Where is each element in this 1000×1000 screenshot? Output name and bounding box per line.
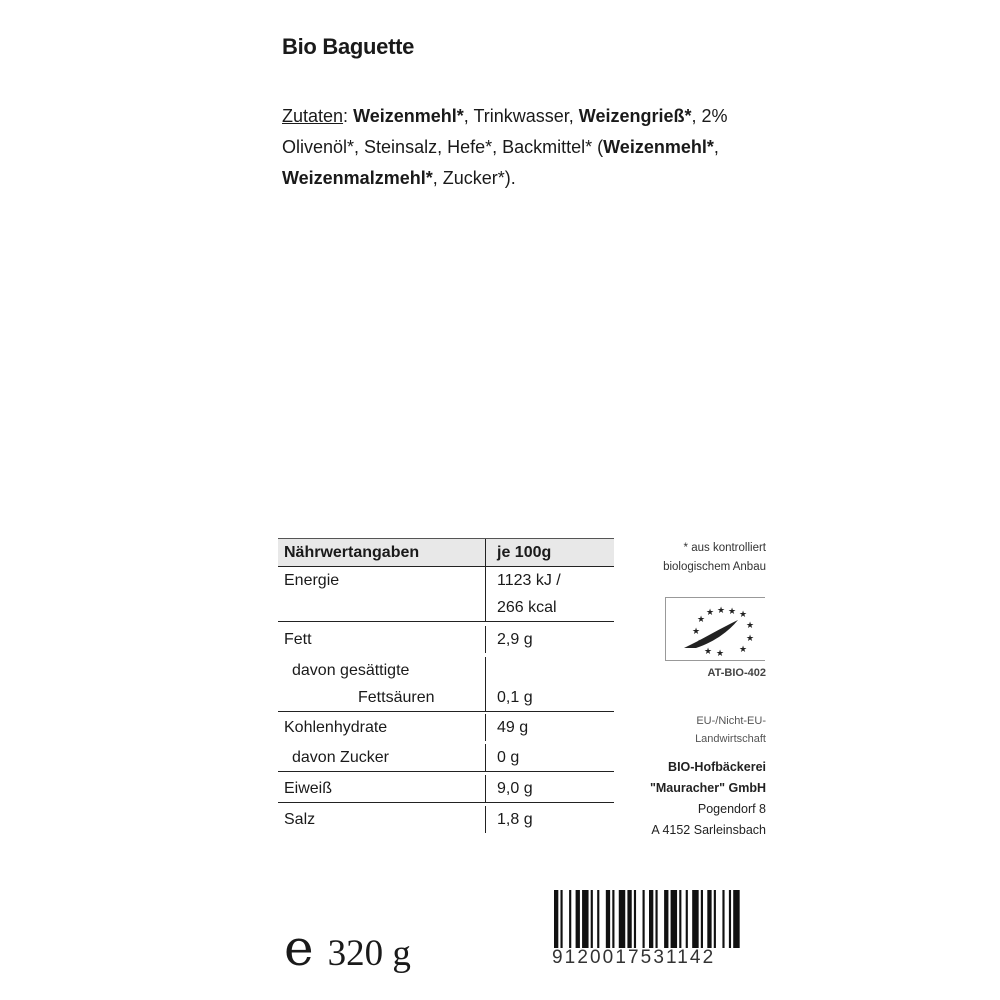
ingredient-allergen: Weizenmehl*: [353, 106, 464, 126]
svg-text:★: ★: [704, 647, 713, 657]
barcode-icon: [552, 890, 746, 948]
manufacturer-line3: Pogendorf 8: [697, 802, 766, 816]
nutrition-table: [278, 538, 614, 833]
svg-text:★: ★: [697, 615, 706, 625]
organic-note-line1: * aus kontrolliert: [683, 542, 766, 554]
nutrition-header-label: Nährwertangaben: [284, 544, 420, 561]
carbs-value: 49 g: [485, 714, 614, 741]
nutrition-row-saturated-1: [278, 653, 614, 684]
energy-kj: 1123 kJ /: [497, 572, 561, 589]
ingredient-allergen: Weizengrieß*: [578, 106, 692, 126]
ingredient-text: , Trinkwasser,: [463, 106, 579, 126]
saturated-label-line1: davon gesättigte: [292, 662, 410, 679]
nutrition-row-sugar: [278, 741, 614, 772]
eu-organic-code: AT-BIO-402: [707, 667, 766, 679]
organic-note-line2: biologischem Anbau: [663, 561, 766, 573]
ingredient-allergen: Weizenmehl*: [603, 137, 714, 157]
energy-value: [485, 567, 614, 621]
ingredient-text: ,: [713, 137, 719, 157]
manufacturer-line4: A 4152 Sarleinsbach: [651, 823, 766, 837]
svg-text:★: ★: [746, 621, 755, 631]
origin-text: [640, 712, 766, 748]
nutrition-row-fat: [278, 622, 614, 653]
saturated-value: 0,1 g: [485, 684, 614, 711]
manufacturer-line2: "Mauracher" GmbH: [649, 781, 766, 795]
sugar-value: 0 g: [485, 744, 614, 771]
net-weight: [284, 919, 411, 977]
nutrition-row-protein: [278, 772, 614, 803]
ingredient-allergen: Weizenmalzmehl*: [282, 168, 433, 188]
nutrition-row-energy: [278, 567, 614, 622]
weight-value: 320 g: [327, 933, 411, 974]
fat-value: 2,9 g: [485, 626, 614, 653]
svg-text:★: ★: [716, 649, 725, 659]
eu-organic-leaf-icon: [665, 597, 765, 661]
nutrition-row-salt: [278, 803, 614, 833]
energy-label: Energie: [284, 572, 340, 589]
protein-label: Eiweiß: [284, 780, 333, 797]
svg-text:★: ★: [692, 627, 701, 637]
nutrition-row-carbs: [278, 712, 614, 741]
protein-value: 9,0 g: [485, 775, 614, 802]
salt-label: Salz: [284, 811, 316, 828]
svg-text:★: ★: [706, 608, 715, 618]
origin-line2: Landwirtschaft: [695, 733, 766, 745]
energy-kcal: 266 kcal: [497, 599, 557, 616]
manufacturer-line1: BIO-Hofbäckerei: [668, 760, 766, 774]
svg-text:★: ★: [717, 606, 726, 616]
product-title: Bio Baguette: [282, 34, 415, 59]
ingredients-label: Zutaten: [282, 106, 344, 126]
fat-label: Fett: [284, 631, 312, 648]
nutrition-header-value: je 100g: [485, 539, 614, 566]
sugar-label: davon Zucker: [292, 749, 389, 766]
svg-text:★: ★: [728, 607, 737, 617]
barcode-number: 9120017531142: [552, 947, 716, 968]
nutrition-row-saturated-2: [278, 684, 614, 712]
origin-line1: EU-/Nicht-EU-: [696, 715, 766, 727]
nutrition-header-row: [278, 538, 614, 567]
ingredients-text: [282, 101, 762, 194]
svg-text:★: ★: [746, 634, 755, 644]
ingredients-colon: :: [343, 106, 354, 126]
ingredient-text: , 2% Olivenöl*, Steinsalz, Hefe*, Backmittel* (: [282, 106, 728, 157]
carbs-label: Kohlenhydrate: [284, 719, 388, 736]
estimated-sign-icon: e: [284, 919, 314, 977]
salt-value: 1,8 g: [485, 806, 614, 833]
ingredient-text: , Zucker*).: [432, 168, 516, 188]
svg-text:★: ★: [739, 610, 748, 620]
manufacturer-address: [600, 757, 766, 841]
saturated-label-line2: Fettsäuren: [358, 689, 435, 706]
organic-note: [620, 539, 766, 577]
svg-text:★: ★: [739, 645, 748, 655]
